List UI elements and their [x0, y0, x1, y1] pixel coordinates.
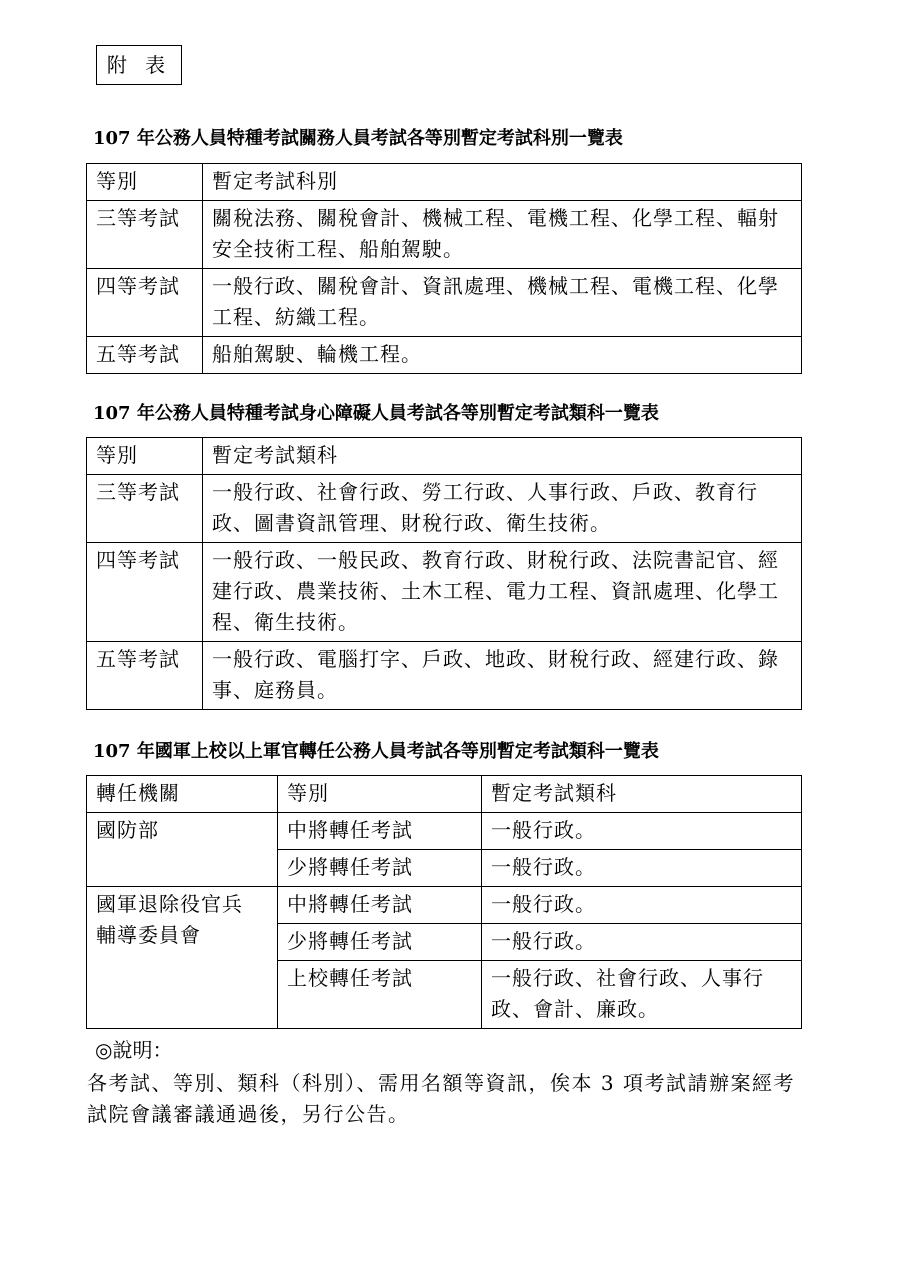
subjects-cell: 關稅法務、關稅會計、機械工程、電機工程、化學工程、輻射安全技術工程、船舶駕駛。: [203, 201, 802, 269]
subjects-cell: 一般行政、關稅會計、資訊處理、機械工程、電機工程、化學工程、紡織工程。: [203, 269, 802, 337]
header-agency: 轉任機關: [87, 776, 278, 813]
level-cell: 中將轉任考試: [278, 813, 482, 850]
subjects-cell: 一般行政。: [482, 924, 802, 961]
table-row: [87, 337, 802, 374]
agency-cell: 國軍退除役官兵輔導委員會: [87, 887, 278, 1029]
subjects-cell: 一般行政。: [482, 887, 802, 924]
note-body: 各考試、等別、類科（科別）、需用名額等資訊，俟本 3 項考試請辦案經考試院會議審議通過後，另行公告。: [87, 1071, 795, 1126]
subjects-cell: 一般行政。: [482, 813, 802, 850]
header-subjects: 暫定考試類科: [203, 438, 802, 475]
table-row: [87, 642, 802, 710]
level-cell: 五等考試: [87, 642, 203, 710]
table-row: [87, 543, 802, 642]
section-1-title: 107 年公務人員特種考試關務人員考試各等別暫定考試科別一覽表: [93, 128, 623, 149]
military-transfer-exam-table: [86, 775, 802, 1029]
table-header-row: [87, 776, 802, 813]
section-2-title: 107 年公務人員特種考試身心障礙人員考試各等別暫定考試類科一覽表: [93, 403, 659, 424]
table-row: [87, 269, 802, 337]
customs-exam-table: [86, 163, 802, 374]
table-header-row: [87, 438, 802, 475]
subjects-cell: 一般行政、社會行政、人事行政、會計、廉政。: [482, 961, 802, 1029]
appendix-label: 附 表: [96, 45, 182, 85]
level-cell: 四等考試: [87, 543, 203, 642]
level-cell: 少將轉任考試: [278, 924, 482, 961]
level-cell: 五等考試: [87, 337, 203, 374]
table-row: [87, 813, 802, 850]
note-title: ◎說明：: [95, 1038, 173, 1062]
table-row: [87, 201, 802, 269]
subjects-cell: 一般行政。: [482, 850, 802, 887]
table-row: [87, 475, 802, 543]
header-level: 等別: [87, 164, 203, 201]
agency-cell: 國防部: [87, 813, 278, 887]
subjects-cell: 一般行政、一般民政、教育行政、財稅行政、法院書記官、經建行政、農業技術、土木工程、電力工程、資訊處理、化學工程、衛生技術。: [203, 543, 802, 642]
header-level: 等別: [87, 438, 203, 475]
header-subjects: 暫定考試類科: [482, 776, 802, 813]
subjects-cell: 一般行政、電腦打字、戶政、地政、財稅行政、經建行政、錄事、庭務員。: [203, 642, 802, 710]
subjects-cell: 一般行政、社會行政、勞工行政、人事行政、戶政、教育行政、圖書資訊管理、財稅行政、衛生技術。: [203, 475, 802, 543]
level-cell: 三等考試: [87, 475, 203, 543]
table-header-row: [87, 164, 802, 201]
level-cell: 四等考試: [87, 269, 203, 337]
disability-exam-table: [86, 437, 802, 710]
level-cell: 上校轉任考試: [278, 961, 482, 1029]
level-cell: 中將轉任考試: [278, 887, 482, 924]
header-level: 等別: [278, 776, 482, 813]
header-subjects: 暫定考試科別: [203, 164, 802, 201]
level-cell: 三等考試: [87, 201, 203, 269]
section-3-title: 107 年國軍上校以上軍官轉任公務人員考試各等別暫定考試類科一覽表: [93, 741, 659, 762]
level-cell: 少將轉任考試: [278, 850, 482, 887]
subjects-cell: 船舶駕駛、輪機工程。: [203, 337, 802, 374]
table-row: [87, 887, 802, 924]
